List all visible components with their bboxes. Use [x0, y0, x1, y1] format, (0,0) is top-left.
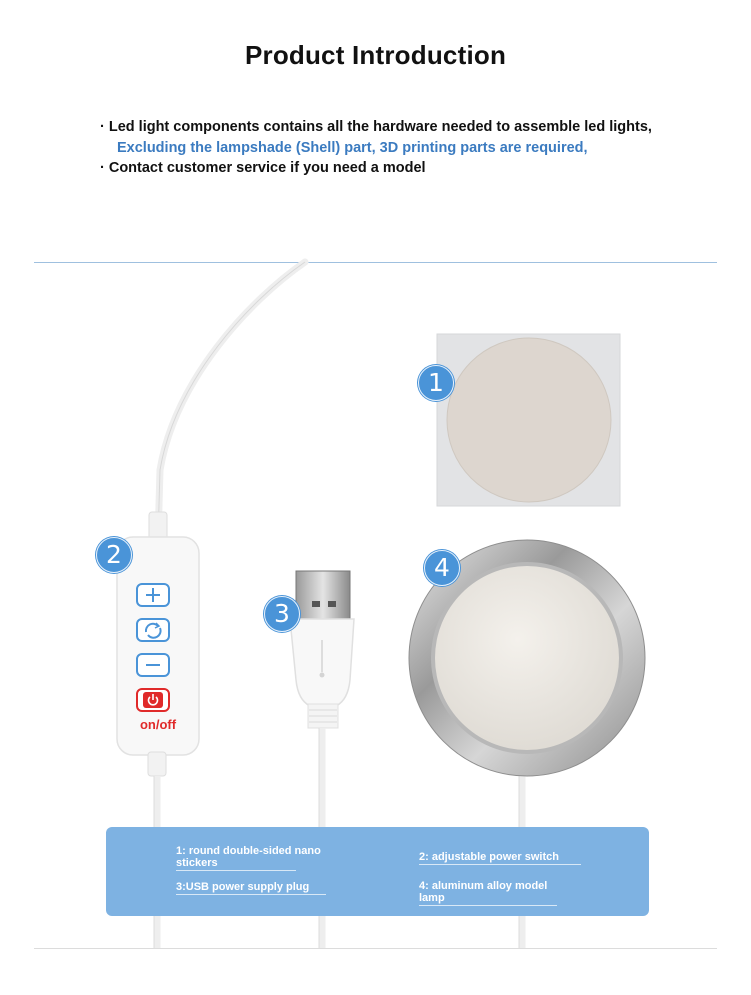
intro-line-3: · Contact customer service if you need a model — [100, 160, 426, 176]
usb-metal-shape — [296, 571, 350, 619]
cable-top — [158, 262, 305, 540]
sticker-disc — [447, 338, 611, 502]
legend-item-2: 2: adjustable power switch — [419, 851, 619, 865]
legend-item-4: 4: aluminum alloy model lamp — [419, 880, 569, 906]
bottom-divider — [34, 948, 717, 949]
badge-2: 2 — [96, 537, 132, 573]
badge-4: 4 — [424, 550, 460, 586]
power-label: on/off — [139, 717, 177, 732]
badge-3: 3 — [264, 596, 300, 632]
legend-item-3: 3:USB power supply plug — [176, 881, 376, 895]
legend-item-1: 1: round double-sided nano stickers — [176, 845, 321, 869]
page-title: Product Introduction — [244, 40, 507, 70]
intro-line-1: · Led light components contains all the hardware needed to assemble led lights, — [100, 119, 652, 135]
legend-box — [106, 827, 649, 916]
intro-line-2: Excluding the lampshade (Shell) part, 3D printing parts are required, — [117, 140, 588, 156]
lamp-lens — [435, 566, 619, 750]
badge-1: 1 — [418, 365, 454, 401]
